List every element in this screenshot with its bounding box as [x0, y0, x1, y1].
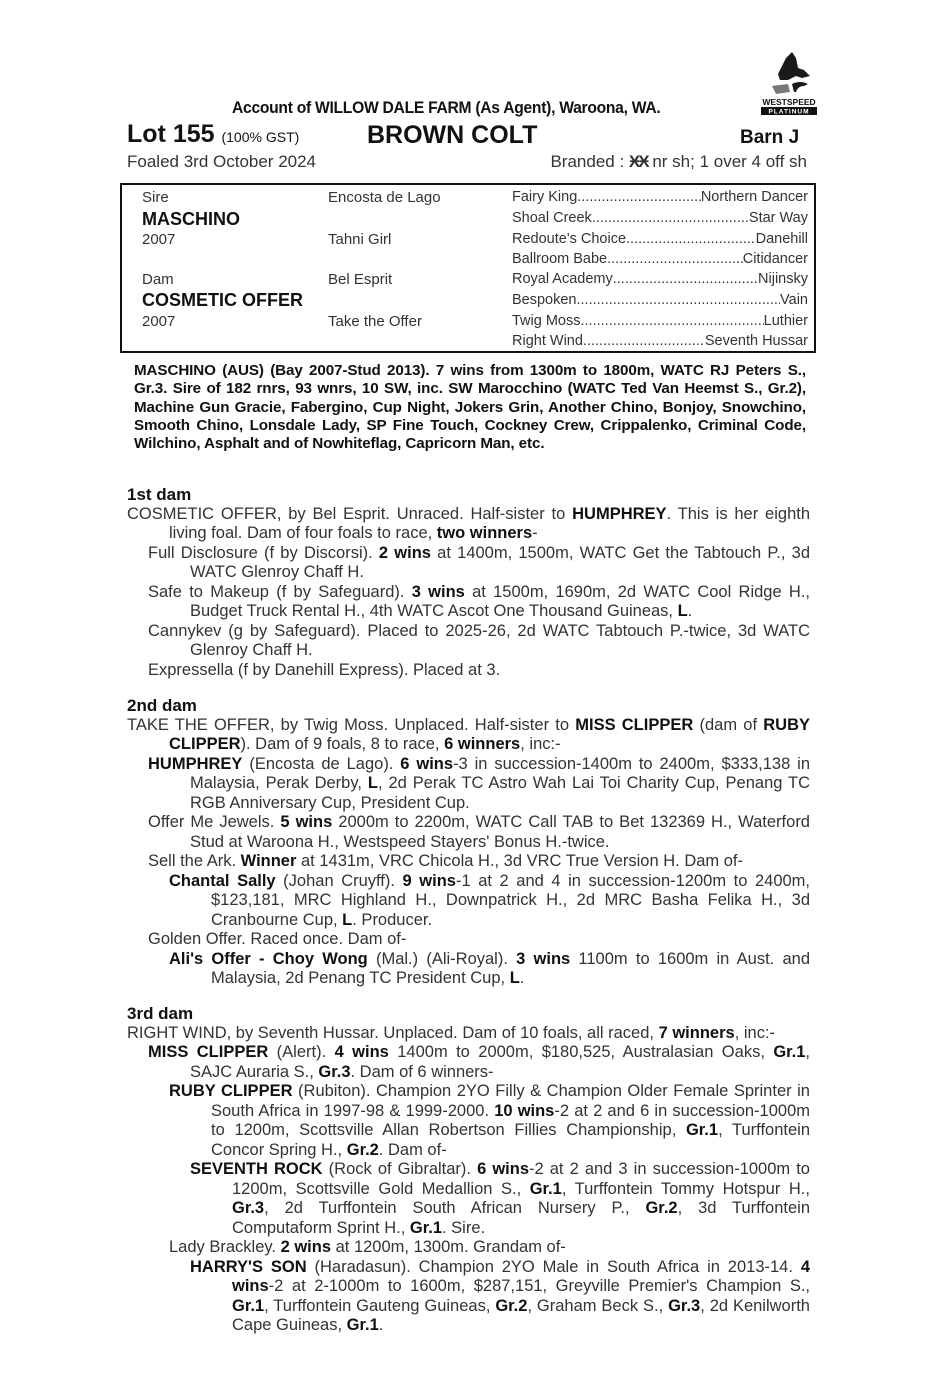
- progeny-entry: Lady Brackley. 2 wins at 1200m, 1300m. Grandam of-: [169, 1238, 566, 1256]
- dam-year: 2007: [142, 313, 176, 330]
- first-dam-section: [127, 485, 810, 680]
- gst-note: (100% GST): [221, 129, 300, 145]
- branded-prefix: Branded :: [550, 152, 629, 171]
- westspeed-platinum-logo: [758, 46, 820, 116]
- ggp-sire: Luthier: [763, 313, 808, 329]
- dot-leader: [592, 210, 749, 226]
- ggp-sire: Seventh Hussar: [704, 333, 808, 349]
- progeny-entry: MISS CLIPPER (Alert). 4 wins 1400m to 2000m, $180,525, Australasian Oaks, Gr.1, SAJC Auraria S., Gr.3. Dam of 6 winners-: [148, 1043, 811, 1081]
- lot-label: Lot 155: [127, 120, 215, 148]
- dot-leader: [613, 271, 758, 287]
- ggp-sire: Danehill: [755, 231, 808, 247]
- great-grandparent-row: [512, 333, 808, 349]
- dot-leader: [577, 189, 701, 205]
- ggp-name: Ballroom Babe: [512, 251, 608, 267]
- brand-description: [550, 152, 807, 172]
- progeny-entry: Sell the Ark. Winner at 1431m, VRC Chicola H., 3d VRC True Version H. Dam of-: [148, 852, 744, 870]
- sire-name: MASCHINO: [142, 209, 240, 229]
- horse-icon: [758, 46, 820, 116]
- ggp-name: Redoute's Choice: [512, 231, 627, 247]
- progeny-entry: Chantal Sally (Johan Cruyff). 9 wins-1 at 2 and 4 in succession-1200m to 2400m, $123,181, MRC Highland H., Downpatrick H., 2d MRC Basha Felika H., 3d Cranbourne Cup, L. Producer.: [169, 871, 810, 929]
- dot-leader: [581, 313, 764, 329]
- dot-leader: [607, 251, 743, 267]
- ggp-name: Fairy King: [512, 189, 578, 205]
- section-heading: 3rd dam: [127, 1004, 194, 1023]
- dam-label: Dam: [142, 271, 174, 288]
- barn-label: Barn J: [740, 127, 800, 148]
- section-heading: 1st dam: [127, 485, 192, 504]
- great-grandparent-row: [512, 292, 808, 308]
- brand-mark-icon: ӾӾ: [628, 152, 648, 171]
- progeny-entry: Cannykev (g by Safeguard). Placed to 2025-26, 2d WATC Tabtouch P.-twice, 3d WATC Glenroy Chaff H.: [148, 621, 810, 659]
- ggp-sire: Star Way: [748, 210, 808, 226]
- second-dam-section: [127, 696, 810, 989]
- progeny-entry: Offer Me Jewels. 5 wins 2000m to 2200m, WATC Call TAB to Bet 132369 H., Waterford Stud at Waroona H., Westspeed Stayers' Bonus H.-twice.: [148, 813, 810, 851]
- progeny-entry: Expressella (f by Danehill Express). Placed at 3.: [148, 660, 501, 679]
- granddam-paternal: Tahni Girl: [328, 231, 392, 248]
- dot-leader: [577, 292, 781, 308]
- ggp-name: Twig Moss: [512, 313, 581, 329]
- progeny-entry: Golden Offer. Raced once. Dam of-: [148, 930, 407, 948]
- sire-year: 2007: [142, 231, 176, 248]
- great-grandparent-row: [512, 210, 808, 226]
- dam-intro: COSMETIC OFFER, by Bel Esprit. Unraced. Half-sister to HUMPHREY. This is her eighth living foal. Dam of four foals to race, two winners-: [127, 504, 811, 542]
- great-grandparent-row: [512, 313, 808, 329]
- svg-text:WESTSPEED: WESTSPEED: [762, 97, 816, 107]
- progeny-entry: Safe to Makeup (f by Safeguard). 3 wins at 1500m, 1690m, 2d WATC Cool Ridge H., Budget Truck Rental H., 4th WATC Ascot One Thousand Guineas, L.: [148, 582, 811, 620]
- lot-number: [127, 120, 299, 149]
- grandsire-paternal: Encosta de Lago: [328, 189, 441, 206]
- dot-leader: [583, 333, 705, 349]
- dam-name: COSMETIC OFFER: [142, 290, 303, 310]
- dam-intro: RIGHT WIND, by Seventh Hussar. Unplaced. Dam of 10 foals, all raced, 7 winners, inc:-: [127, 1023, 776, 1042]
- ggp-name: Royal Academy: [512, 271, 613, 287]
- progeny-entry: Ali's Offer - Choy Wong (Mal.) (Ali-Royal). 3 wins 1100m to 1600m in Aust. and Malaysia, 2d Penang TC President Cup, L.: [169, 949, 811, 987]
- sire-label: Sire: [142, 189, 169, 206]
- ggp-sire: Northern Dancer: [700, 189, 808, 205]
- ggp-name: Shoal Creek: [512, 210, 592, 226]
- great-grandparent-row: [512, 271, 808, 287]
- dot-leader: [626, 231, 756, 247]
- dam-intro: TAKE THE OFFER, by Twig Moss. Unplaced. Half-sister to MISS CLIPPER (dam of RUBY CLIPPER). Dam of 9 foals, 8 to race, 6 winners, inc:-: [127, 715, 811, 753]
- svg-text:PLATINUM: PLATINUM: [768, 108, 810, 116]
- grandsire-maternal: Bel Esprit: [328, 271, 393, 288]
- branded-suffix: nr sh; 1 over 4 off sh: [647, 152, 807, 171]
- progeny-entry: HARRY'S SON (Haradasun). Champion 2YO Male in South Africa in 2013-14. 4 wins-2 at 2-1000m to 1600m, $287,151, Greyville Premier's Champion S., Gr.1, Turffontein Gauteng Guineas, Gr.2, Graham Beck S., Gr.3, 2d Kenilworth Cape Guineas, Gr.1.: [190, 1257, 810, 1334]
- horse-title: BROWN COLT: [367, 121, 538, 149]
- granddam-maternal: Take the Offer: [328, 313, 422, 330]
- ggp-sire: Citidancer: [742, 251, 808, 267]
- progeny-entry: RUBY CLIPPER (Rubiton). Champion 2YO Filly & Champion Older Female Sprinter in South Africa in 1997-98 & 1999-2000. 10 wins-2 at 2 and 6 in succession-1000m to 1200m, Scottsville Allan Robertson Fillies Championship, Gr.1, Turffontein Concor Spring H., Gr.2. Dam of-: [169, 1082, 810, 1159]
- great-grandparent-row: [512, 251, 808, 267]
- ggp-name: Right Wind: [512, 333, 583, 349]
- progeny-entry: HUMPHREY (Encosta de Lago). 6 wins-3 in succession-1400m to 2400m, $333,138 in Malaysia, Perak Derby, L, 2d Perak TC Astro Wah Lai Toi Charity Cup, Penang TC RGB Anniversary Cup, President Cup.: [148, 754, 811, 812]
- section-heading: 2nd dam: [127, 696, 197, 715]
- ggp-sire: Vain: [780, 292, 808, 308]
- foaled-date: Foaled 3rd October 2024: [127, 152, 317, 171]
- ggp-name: Bespoken: [512, 292, 577, 308]
- third-dam-section: [127, 1004, 810, 1336]
- progeny-entry: SEVENTH ROCK (Rock of Gibraltar). 6 wins-2 at 2 and 3 in succession-1000m to 1200m, Scottsville Gold Medallion S., Gr.1, Turffontein Tommy Hotspur H., Gr.3, 2d Turffontein South African Nursery P., Gr.2, 3d Turffontein Computaform Sprint H., Gr.1. Sire.: [190, 1160, 811, 1237]
- vendor-account: Account of WILLOW DALE FARM (As Agent), Waroona, WA.: [232, 98, 661, 117]
- ggp-sire: Nijinsky: [758, 271, 808, 287]
- pedigree-table: [120, 183, 816, 353]
- great-grandparent-row: [512, 231, 808, 247]
- progeny-entry: Full Disclosure (f by Discorsi). 2 wins at 1400m, 1500m, WATC Get the Tabtouch P., 3d WATC Glenroy Chaff H.: [148, 543, 810, 581]
- sire-biography: MASCHINO (AUS) (Bay 2007-Stud 2013). 7 wins from 1300m to 1800m, WATC RJ Peters S., Gr.3. Sire of 182 rnrs, 93 wnrs, 10 SW, inc. SW Marocchino (WATC Ted Van Heemst S., Gr.2), Machine Gun Gracie, Fabergino, Cup Night, Jokers Grin, Another Chino, Bonjoy, Snowchino, Smooth Chino, Lonsdale Lady, SP Fine Touch, Cockney Crew, Crippalenko, Criminal Code, Wilchino, Asphalt and of Nowhiteflag, Capricorn Man, etc.: [134, 362, 806, 453]
- great-grandparent-row: [512, 189, 808, 205]
